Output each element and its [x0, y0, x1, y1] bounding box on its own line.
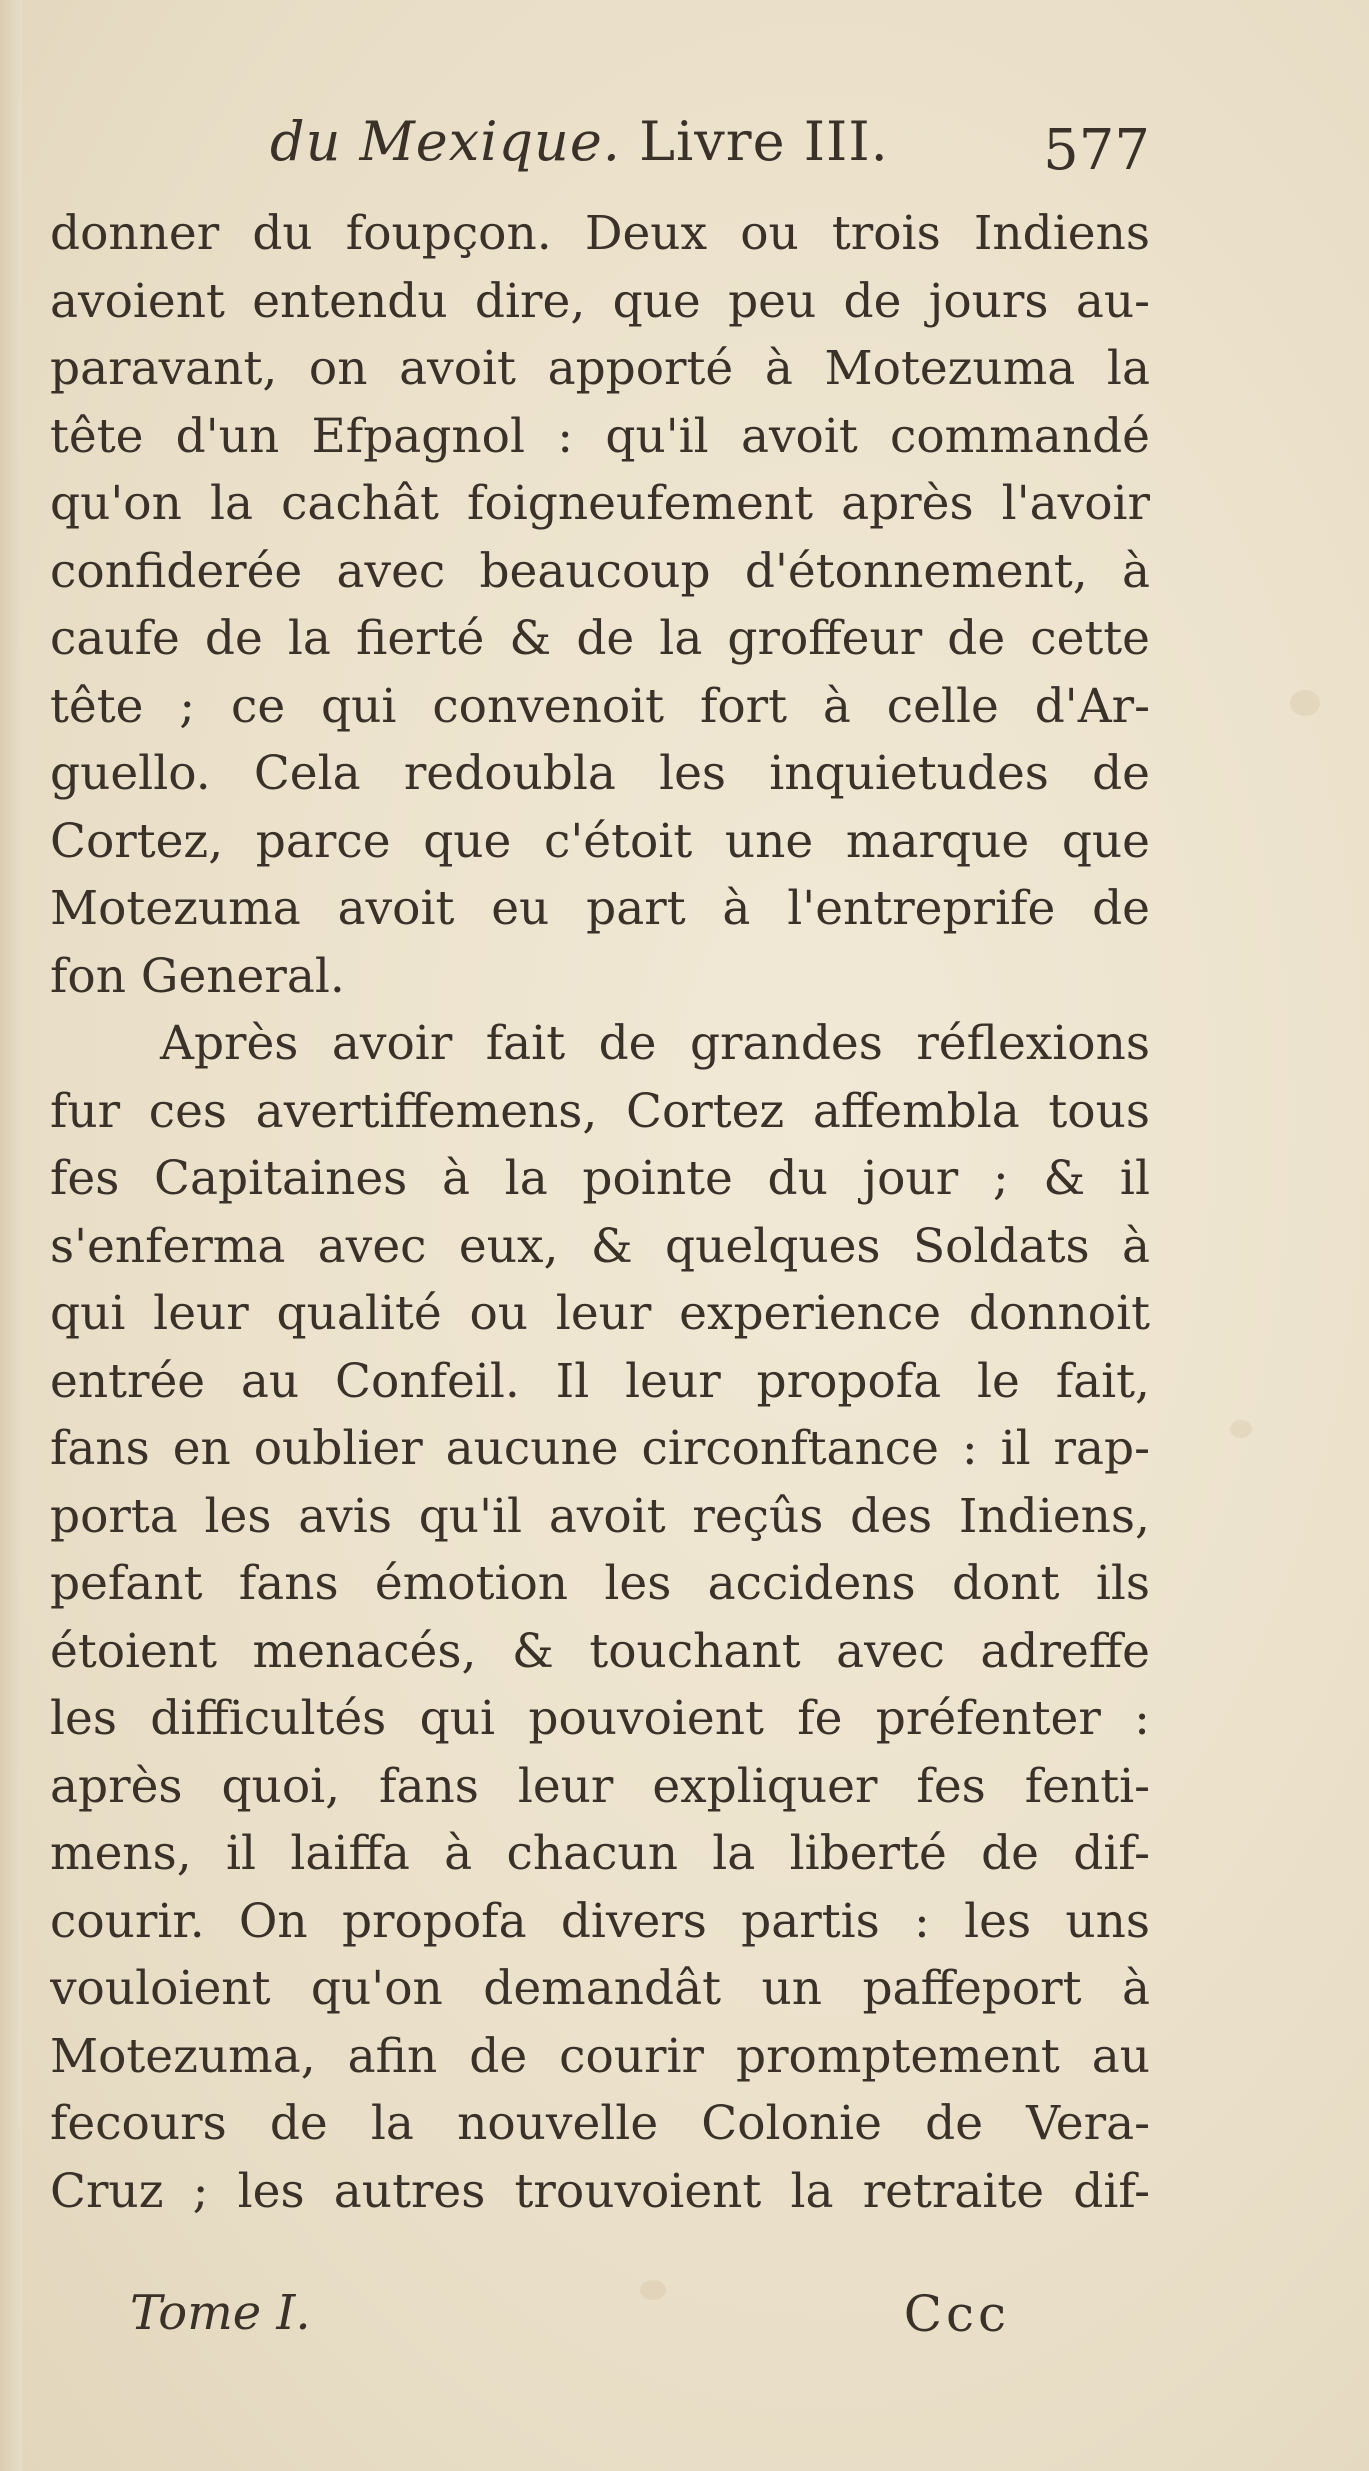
text-line: paravant, on avoit apporté à Motezuma la — [50, 341, 1150, 396]
text-line: fon General. — [50, 948, 345, 1004]
running-head — [270, 110, 889, 173]
text-line: étoient menacés, & touchant avec adreffe — [50, 1623, 1150, 1679]
body-text — [50, 200, 1150, 2225]
text-line: fes Capitaines à la pointe du jour ; & il — [50, 1151, 1150, 1206]
page-header — [270, 110, 1150, 190]
running-head-roman: Livre III. — [620, 110, 889, 173]
text-line: qui leur qualité ou leur experience donnoit — [50, 1286, 1150, 1341]
text-line: fur ces avertiffemens, Cortez affembla tous — [50, 1083, 1150, 1139]
text-line: vouloient qu'on demandât un paffeport à — [50, 1961, 1150, 2016]
text-line: Cortez, parce que c'étoit une marque que — [50, 813, 1150, 869]
page-number: 577 — [1043, 118, 1150, 183]
text-line: Motezuma avoit eu part à l'entreprife de — [50, 881, 1150, 936]
page-gutter-edge — [0, 0, 22, 2471]
text-line: tête d'un Efpagnol : qu'il avoit commandé — [50, 408, 1150, 464]
text-line: caufe de la fierté & de la groffeur de cette — [50, 611, 1150, 666]
text-line: guello. Cela redoubla les inquietudes de — [50, 746, 1150, 801]
paper-foxing — [1290, 690, 1320, 716]
text-line: confiderée avec beaucoup d'étonnement, à — [50, 543, 1150, 599]
text-line: pefant fans émotion les accidens dont ils — [50, 1556, 1150, 1611]
text-line: fans en oublier aucune circonftance : il rap- — [50, 1421, 1150, 1476]
text-line: porta les avis qu'il avoit reçûs des Indiens, — [50, 1488, 1150, 1544]
text-line: avoient entendu dire, que peu de jours au- — [50, 273, 1150, 329]
text-line: fecours de la nouvelle Colonie de Vera- — [50, 2096, 1150, 2151]
text-line: courir. On propofa divers partis : les uns — [50, 1893, 1150, 1949]
paper-foxing — [1230, 1420, 1252, 1438]
text-line: Cruz ; les autres trouvoient la retraite dif- — [50, 2163, 1150, 2219]
text-line: qu'on la cachât foigneufement après l'avoir — [50, 476, 1150, 531]
text-line: mens, il laiffa à chacun la liberté de dif- — [50, 1826, 1150, 1881]
volume-label: Tome I. — [130, 2285, 311, 2341]
text-line: entrée au Confeil. Il leur propofa le fait, — [50, 1353, 1150, 1409]
text-line: les difficultés qui pouvoient fe préfenter : — [50, 1691, 1150, 1746]
signature-mark: Ccc — [903, 2285, 1010, 2343]
running-head-italic: du Mexique. — [270, 110, 621, 173]
text-line: après quoi, fans leur expliquer fes fenti- — [50, 1758, 1150, 1814]
text-line: s'enferma avec eux, & quelques Soldats à — [50, 1218, 1150, 1274]
text-line: donner du foupçon. Deux ou trois Indiens — [50, 206, 1150, 261]
page-footer — [130, 2285, 1010, 2355]
text-line: Motezuma, afin de courir promptement au — [50, 2028, 1150, 2084]
text-line: Après avoir fait de grandes réflexions — [160, 1016, 1150, 1071]
text-line: tête ; ce qui convenoit fort à celle d'Ar- — [50, 678, 1150, 734]
